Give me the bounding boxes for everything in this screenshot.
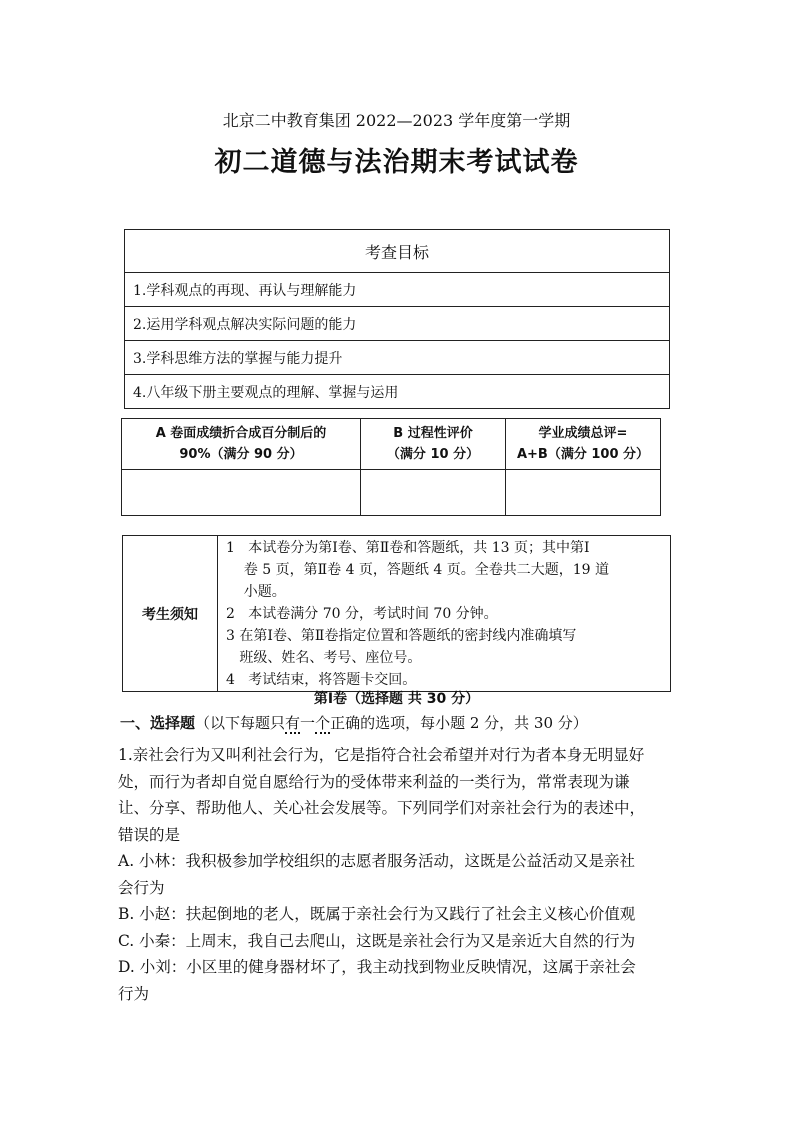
emphasis-char: 个 <box>315 714 331 732</box>
option-d-continuation: 行为 <box>118 984 150 1003</box>
option-d: D. 小刘：小区里的健身器材坏了，我主动找到物业反映情况，这属于亲社会 <box>118 958 636 976</box>
section-heading-bold: 一、选择题 <box>120 714 196 732</box>
emphasis-char: 有 <box>285 714 301 732</box>
objective-item: 2.运用学科观点解决实际问题的能力 <box>125 307 670 341</box>
objective-item: 3.学科思维方法的掌握与能力提升 <box>125 341 670 375</box>
objectives-table <box>124 229 670 409</box>
school-year-line: 北京二中教育集团 2022—2023 学年度第一学期 <box>222 111 571 130</box>
score-col-a-line1: A 卷面成绩折合成百分制后的 <box>155 426 327 441</box>
notice-line: 4 考试结束，将答题卡交回。 <box>226 672 417 688</box>
question-stem-line: 错误的是 <box>118 825 181 844</box>
section-label: 第Ⅰ卷（选择题 共 30 分） <box>313 691 480 707</box>
notice-line: 1 本试卷分为第Ⅰ卷、第Ⅱ卷和答题纸，共 13 页；其中第Ⅰ <box>226 540 590 556</box>
notice-table <box>122 535 671 692</box>
notice-line: 班级、姓名、考号、座位号。 <box>226 650 422 666</box>
option-b: B. 小赵：扶起倒地的老人，既属于亲社会行为又践行了社会主义核心价值观 <box>118 905 636 923</box>
section-heading <box>120 712 588 733</box>
option-a-continuation: 会行为 <box>118 878 165 897</box>
notice-content <box>218 536 671 692</box>
question-stem-line: 1.亲社会行为又叫利社会行为，它是指符合社会希望并对行为者本身无明显好 <box>118 746 645 764</box>
question-1 <box>118 742 670 1007</box>
score-col-a-line2: 90%（满分 90 分） <box>179 447 303 462</box>
notice-label: 考生须知 <box>123 536 218 692</box>
notice-line: 3 在第Ⅰ卷、第Ⅱ卷指定位置和答题纸的密封线内准确填写 <box>226 628 577 644</box>
score-col-c-line2: A+B（满分 100 分） <box>516 447 650 462</box>
notice-line: 2 本试卷满分 70 分，考试时间 70 分钟。 <box>226 606 498 622</box>
score-col-c-line1: 学业成绩总评= <box>538 426 628 441</box>
option-a: A. 小林：我积极参加学校组织的志愿者服务活动，这既是公益活动又是亲社 <box>118 852 636 870</box>
objective-item: 4.八年级下册主要观点的理解、掌握与运用 <box>125 375 670 409</box>
score-a-cell[interactable] <box>122 470 361 516</box>
score-b-cell[interactable] <box>361 470 506 516</box>
score-col-a-header <box>122 419 361 470</box>
notice-line: 卷 5 页，第Ⅱ卷 4 页，答题纸 4 页。全卷共二大题，19 道 <box>226 562 610 578</box>
score-total-cell[interactable] <box>506 470 661 516</box>
score-table <box>121 418 661 516</box>
section-heading-text: 一 <box>300 714 316 732</box>
score-col-b-line2: （满分 10 分） <box>386 447 480 462</box>
score-col-c-header <box>506 419 661 470</box>
objectives-heading: 考查目标 <box>125 230 670 273</box>
option-c: C. 小秦：上周末，我自己去爬山，这既是亲社会行为又是亲近大自然的行为 <box>118 931 636 950</box>
score-col-b-header <box>361 419 506 470</box>
exam-title: 初二道德与法治期末考试试卷 <box>214 147 579 178</box>
objective-item: 1.学科观点的再现、再认与理解能力 <box>125 273 670 307</box>
section-heading-text: 正确的选项，每小题 2 分，共 30 分） <box>330 714 588 732</box>
question-stem-line: 让、分享、帮助他人、关心社会发展等。下列同学们对亲社会行为的表述中， <box>118 799 646 817</box>
score-col-b-line1: B 过程性评价 <box>393 426 473 441</box>
question-stem-line: 处，而行为者却自觉自愿给行为的受体带来利益的一类行为，常常表现为谦 <box>118 772 630 791</box>
section-heading-text: （以下每题只 <box>195 714 286 732</box>
notice-line: 小题。 <box>226 584 286 600</box>
